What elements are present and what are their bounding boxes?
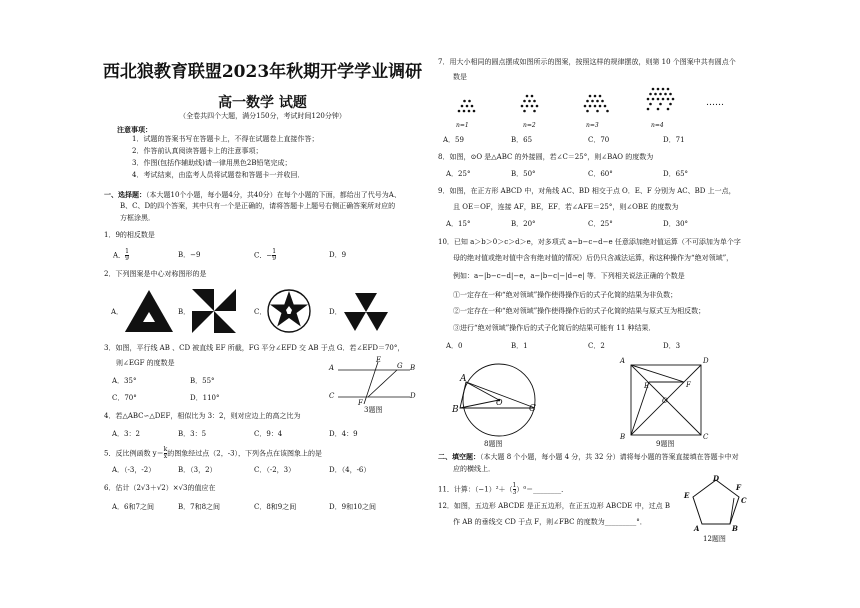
q10-statement-2: ②一定存在一种“绝对领域”操作使得操作后的式子化简的结果与原式互为相反数； [453,307,706,315]
q10-option-d: D．3 [663,342,681,350]
q8-label-c: C [529,404,536,414]
q12-stem-line2: 作 AB 的垂线交 CD 于点 F，则∠FBC 的度数为_________°． [453,518,647,526]
q6-stem: 6．估计（2√3＋√2）×√3的值应在 [104,484,216,492]
q12-label-d: D [713,474,720,483]
q9-label-d: D [703,357,709,365]
q8-stem: 8．如图，⊙O 是△ABC 的外接圆，若∠C＝25°，则∠BAO 的度数为 [438,153,654,161]
q1-option-c [254,249,276,262]
q10-stem-line2: 母的绝对值或绝对值中含有绝对值的情况）后仍只含减法运算，称这种操作为“绝对领域”， [453,254,734,262]
q7-stem-line2: 数是 [453,73,467,81]
q1-a-fraction [125,249,129,262]
q3-label-c: C [329,392,335,400]
q3-option-c: C．70° [112,394,137,402]
q2-option-c: C． [254,308,267,316]
q7-dot-patterns [450,86,700,120]
q1-option-a [113,249,129,262]
q8-caption: 8题图 [484,440,503,448]
q8-option-d: D．65° [663,170,689,178]
exam-title: 西北狼教育联盟2023年秋期开学学业调研 [102,62,423,82]
q1-c-fraction [272,249,276,262]
q9-label-e: E [644,382,650,390]
q6-option-d: D．9和10之间 [329,503,376,511]
q2-figure-b [191,288,237,334]
q7-option-a: A．59 [443,136,464,144]
q3-option-b: B．55° [190,377,215,385]
q4-stem: 4．若△ABC∽△DEF，相似比为 3：2，则对应边上的高之比为 [104,412,301,420]
q9-label-o: O [662,397,668,405]
q8-label-b: B [452,405,459,415]
q3-stem-line1: 3．如图，平行线 AB 、CD 被直线 EF 所截，FG 平分∠EFD 交 AB 于点 G．若∠EFD＝70°， [104,344,405,352]
section1-heading [104,190,401,200]
q1-c-num: 1 [272,248,277,255]
q3-label-d: D [410,392,416,400]
q7-option-c: C．70 [588,136,610,144]
exam-note: （全卷共四个大题，满分150分，考试时间120分钟） [179,112,346,120]
q7-ellipsis: …… [706,98,724,108]
q7-option-b: B．65 [511,136,533,144]
q9-label-c: C [703,433,709,441]
note-item: 1．试题的答案书写在答题卡上，不得在试题卷上直接作答； [132,135,319,143]
q7-label-n2: n=2 [523,122,536,129]
q2-figure-c [266,288,312,334]
q8-option-b: B．50° [511,170,536,178]
q8-option-c: C．60° [588,170,613,178]
q5-stem-a: 5．反比例函数 y＝ [104,449,164,458]
q7-stem-line1: 7．用大小相同的圆点摆成如图所示的图案，按照这样的规律摆放，则第 10 个图案中共有圆点个 [438,58,736,66]
q3-label-e: E [376,356,382,364]
q8-label-o: O [496,398,503,407]
q5-option-a: A．（-3，-2） [112,466,156,474]
q10-stem-line3: 例如：a−|b−c−d|−e，a−|b−c|−|d−e| 等．下列相关说法正确的个数是 [453,272,685,280]
q9-option-a: A．15° [446,220,471,228]
q4-option-b: B．3：5 [178,430,207,438]
note-item: 2．作答前认真阅读答题卡上的注意事项； [132,147,263,155]
section1-heading-line2: B、C、D的四个答案，其中只有一个是正确的，请将答题卡上题号右侧正确答案所对应的 [120,202,396,210]
q4-option-a: A．3：2 [112,430,140,438]
q8-label-a: A [460,374,467,384]
q9-option-d: D．30° [663,220,689,228]
note-item: 4．考试结束，由监考人员将试题卷和答题卡一并收回． [132,171,305,179]
q9-stem-line1: 9．如图，在正方形 ABCD 中，对角线 AC、BD 相交于点 O．E、F 分别为 AC、BD 上一点， [438,187,736,195]
q5-num: k [163,446,168,453]
q3-option-d: D．110° [190,394,220,402]
q3-stem-line2: 则∠EGF 的度数是 [116,359,175,367]
q3-option-a: A．35° [112,377,137,385]
q10-option-b: B．1 [511,342,528,350]
q3-label-f: F [358,399,363,407]
q1-a-num: 1 [125,248,129,255]
q11-den: 3 [512,489,517,496]
q12-caption: 12题图 [703,535,726,543]
q3-label-g: G [397,362,403,370]
section2-heading-line2: 应的横线上． [453,465,495,473]
q12-label-e: E [684,491,690,500]
section1-heading-text: （本大题10个小题，每小题4分，共40分）在每个小题的下面，都给出了代号为A、 [146,191,401,199]
q5-stem-b: 的图象经过点（2，-3），下列各点在该图象上的是 [167,449,323,458]
q9-label-a: A [620,357,626,365]
q2-stem: 2．下列图案是中心对称图形的是 [104,270,207,278]
q9-caption: 9题图 [656,440,675,448]
section2-heading-bold: 二、填空题： [438,452,480,461]
q8-option-a: A．25° [446,170,471,178]
q7-label-n4: n=4 [651,122,664,129]
q5-den: x [163,453,168,460]
section2-heading-text: （本大题 8 个小题，每小题 4 分，共 32 分）请将每小题的答案直接填在答题卡中对 [480,453,739,461]
q2-figure-d [341,290,391,334]
q10-statement-1: ①一定存在一种“绝对领域”操作使得操作后的式子化简的结果为非负数； [453,291,678,299]
q7-option-d: D．71 [663,136,685,144]
q9-stem-line2: 且 OE＝OF，连接 AF，BE，EF．若∠AFE＝25°，则∠OBE 的度数为 [453,203,679,211]
q7-label-n1: n=1 [456,122,469,129]
q6-option-b: B．7和8之间 [178,503,221,511]
section2-heading [438,452,739,462]
q11-stem-b: ）⁰＝________． [516,485,569,494]
q2-option-a: A． [111,308,124,316]
q10-option-a: A．0 [446,342,463,350]
q12-label-f: F [736,483,741,492]
q1-a-label: A． [113,251,126,260]
note-item: 3．作图(包括作辅助线)请一律用黑色2B铅笔完成； [132,159,292,167]
exam-subtitle: 高一数学 试题 [218,95,307,111]
q12-stem-line1: 12．如图，五边形 ABCDE 是正五边形，在正五边形 ABCDE 中，过点 B [438,502,670,510]
q1-a-den: 9 [125,255,129,262]
q3-caption: 3题图 [364,406,383,414]
q1-c-den: 9 [272,255,277,262]
q3-label-a: A [329,364,335,372]
q1-stem: 1．9的相反数是 [104,231,155,239]
q6-option-c: C．8和9之间 [254,503,297,511]
q4-option-d: D．4：9 [329,430,358,438]
q2-figure-a [124,289,174,333]
q10-stem-line1: 10．已知 a＞b＞0＞c＞d＞e，对多项式 a−b−c−d−e 任意添加绝对值运算（不可添加为单个字 [438,238,741,246]
q12-label-c: C [741,496,747,505]
q5-option-b: B．（3，2） [178,466,217,474]
q11-stem-a: 11．计算：（−1）²＋（ [438,485,513,494]
q7-label-n3: n=3 [586,122,599,129]
q2-option-d: D． [329,308,342,316]
q9-option-b: B．20° [511,220,536,228]
q11-num: 1 [512,482,517,489]
q1-c-label: C．− [254,251,273,260]
section1-heading-bold: 一、选择题： [104,190,146,199]
q9-option-c: C．25° [588,220,613,228]
q3-label-b: B [410,364,416,372]
q12-label-b: B [732,524,738,533]
q4-option-c: C．9：4 [254,430,283,438]
q5-option-c: C．（-2，3） [254,466,296,474]
section1-heading-line3: 方框涂黑． [120,214,155,222]
q9-label-b: B [620,433,626,441]
q1-option-d: D．9 [329,251,347,259]
q1-option-b: B．−9 [178,251,201,259]
q5-option-d: D．（4，-6） [329,466,371,474]
q5-stem [104,447,322,460]
q9-label-f: F [686,381,691,389]
notes-label: 注意事项： [117,125,152,134]
q2-option-b: B． [178,308,191,316]
q12-label-a: A [694,524,700,533]
q10-option-c: C．2 [588,342,605,350]
q11-stem [438,483,568,496]
q10-statement-3: ③进行“绝对领域”操作后的式子化简后的结果可能有 11 种结果． [453,324,656,332]
q6-option-a: A．6和7之间 [112,503,154,511]
